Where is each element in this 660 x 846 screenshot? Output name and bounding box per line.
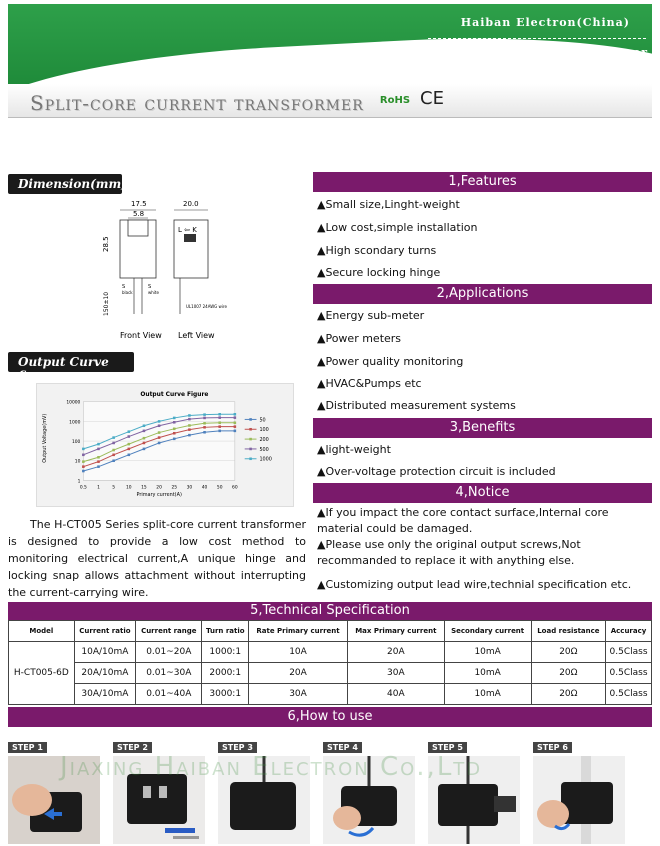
chart-y-tick: 1000 [69, 420, 81, 426]
spec-header-cell: Current range [136, 621, 202, 642]
chart-x-tick: 40 [201, 485, 208, 491]
chart-x-tick: 15 [141, 485, 147, 491]
chart-point [218, 416, 221, 419]
company-tagline: Professional Current transformer [409, 46, 648, 59]
chart-title: Output Curve Figure [140, 391, 209, 398]
chart-point [97, 456, 100, 459]
chart-point [218, 430, 221, 433]
rohs-logo: RoHS [379, 95, 411, 106]
table-row [9, 663, 652, 684]
chart-point [188, 424, 191, 427]
feature-item: ▲High scondary turns [317, 244, 437, 257]
chart-point [173, 417, 176, 420]
spec-header-cell: Turn ratio [202, 621, 249, 642]
chart-legend-label: 500 [259, 446, 269, 453]
chart-point [97, 443, 100, 446]
text-cell: 2000:1 [202, 663, 249, 684]
chart-point [143, 442, 146, 445]
step-3 [218, 735, 318, 835]
dim-black: black [122, 290, 133, 295]
product-title: Split-core current transformer [30, 91, 364, 115]
chart-x-tick: 50 [216, 485, 223, 491]
application-item: ▲Power quality monitoring [317, 355, 464, 368]
chart-legend-label: 1000 [259, 456, 272, 463]
notice-item: ▲If you impact the core contact surface,Internal core material could be damaged. [317, 506, 609, 535]
chart-point [112, 454, 115, 457]
left-view-label: Left View [178, 331, 215, 340]
text-cell: 10mA [444, 642, 531, 663]
text-cell: 1000:1 [202, 642, 249, 663]
spec-header-row [9, 621, 652, 642]
dim-h2: 150±10 [103, 291, 110, 316]
text-cell: 20Ω [531, 684, 605, 705]
notice-item: ▲Please use only the original output screws,Not recommanded to replace it with anything else. [317, 538, 581, 567]
chart-point [234, 430, 237, 433]
chart-point [128, 454, 131, 457]
company-name: Haiban Electron(China) [460, 16, 630, 29]
dim-w3: 20.0 [183, 200, 199, 208]
chart-point [158, 436, 161, 439]
feature-item: ▲Low cost,simple installation [317, 221, 478, 234]
chart-x-tick: 20 [156, 485, 162, 491]
dim-lk: L ⇦ K [178, 226, 197, 234]
feature-item: ▲Small size,Linght-weight [317, 198, 460, 211]
header-divider [428, 38, 646, 39]
chart-point [97, 465, 100, 468]
step-2 [113, 735, 213, 835]
chart-point [112, 442, 115, 445]
howto-heading: 6,How to use [8, 707, 652, 727]
dim-h1: 28.5 [102, 236, 110, 252]
chart-legend-label: 200 [259, 437, 269, 444]
chart-point [234, 421, 237, 424]
step-6 [533, 735, 633, 835]
chart-ylabel: Output Voltage(mV) [41, 413, 48, 463]
dim-w1: 17.5 [131, 200, 147, 208]
chart-point [128, 430, 131, 433]
chart-point [82, 448, 85, 451]
chart-legend-marker [249, 448, 252, 451]
application-item: ▲HVAC&Pumps etc [317, 377, 422, 390]
chart-y-tick: 10000 [66, 400, 81, 406]
text-cell: 10A [249, 642, 348, 663]
applications-heading: 2,Applications [313, 284, 652, 304]
benefit-item: ▲light-weight [317, 443, 391, 456]
spec-header-cell: Model [9, 621, 75, 642]
chart-point [158, 420, 161, 423]
table-row [9, 642, 652, 663]
chart-point [158, 442, 161, 445]
text-cell: 0.01~40A [136, 684, 202, 705]
step-3-photo [218, 756, 310, 844]
chart-point [143, 430, 146, 433]
chart-point [203, 417, 206, 420]
step-label: STEP 6 [533, 742, 572, 753]
table-row [9, 684, 652, 705]
chart-point [234, 416, 237, 419]
spec-header-cell: Accuracy [606, 621, 652, 642]
chart-point [203, 413, 206, 416]
text-cell: 0.01~30A [136, 663, 202, 684]
front-view-label: Front View [120, 331, 162, 340]
text-cell: 20A [249, 663, 348, 684]
chart-point [173, 432, 176, 435]
chart-y-tick: 100 [71, 440, 81, 446]
text-cell: 0.5Class [606, 684, 652, 705]
application-item: ▲Distributed measurement systems [317, 399, 516, 412]
step-2-photo [113, 756, 205, 844]
chart-legend-marker [249, 418, 252, 421]
chart-point [158, 431, 161, 434]
step-5 [428, 735, 528, 835]
chart-point [173, 421, 176, 424]
product-description: The H-CT005 Series split-core current transformer is designed to provide a low cost method to monitoring electrical current,A unique hinge and locking snap allows attachment without interrupting the current-carrying wire. [8, 518, 306, 599]
chart-y-tick: 10 [74, 459, 81, 465]
chart-point [112, 449, 115, 452]
dim-s2: S [148, 284, 152, 290]
step-4 [323, 735, 423, 835]
chart-point [112, 459, 115, 462]
step-label: STEP 2 [113, 742, 152, 753]
chart-point [188, 418, 191, 421]
chart-point [234, 413, 237, 416]
text-cell: 20Ω [531, 642, 605, 663]
chart-point [143, 424, 146, 427]
text-cell: 0.01~20A [136, 642, 202, 663]
step-1 [8, 735, 108, 835]
text-cell: 10mA [444, 684, 531, 705]
text-cell: 30A [249, 684, 348, 705]
output-curve-label: Output Curve figure [8, 352, 134, 372]
dim-wire: UL1007 24AWG wire [186, 304, 227, 309]
chart-point [218, 425, 221, 428]
notice-heading: 4,Notice [313, 483, 652, 503]
chart-point [82, 470, 85, 473]
step-6-photo [533, 756, 625, 844]
chart-point [97, 448, 100, 451]
chart-point [97, 460, 100, 463]
chart-y-tick: 1 [77, 479, 81, 485]
dim-white: white [148, 290, 159, 295]
spec-table [8, 620, 652, 705]
chart-point [188, 428, 191, 431]
chart-point [112, 436, 115, 439]
chart-legend-marker [249, 428, 252, 431]
text-cell: 20Ω [531, 663, 605, 684]
text-cell: 30A/10mA [74, 684, 135, 705]
chart-legend-marker [249, 438, 252, 441]
chart-point [218, 413, 221, 416]
benefits-heading: 3,Benefits [313, 418, 652, 438]
chart-legend-marker [249, 457, 252, 460]
watermark: Jiaxing Haiban Electron Co.,Ltd [60, 752, 483, 782]
chart-point [82, 465, 85, 468]
step-label: STEP 4 [323, 742, 362, 753]
chart-point [128, 448, 131, 451]
chart-point [203, 431, 206, 434]
text-cell: 0.5Class [606, 642, 652, 663]
chart-x-tick: 10 [125, 485, 132, 491]
output-curve-chart [36, 383, 294, 507]
dimension-drawing [98, 196, 288, 346]
text-cell: 20A [348, 642, 445, 663]
step-1-photo [8, 756, 100, 844]
benefit-item: ▲Over-voltage protection circuit is included [317, 465, 556, 478]
step-label: STEP 5 [428, 742, 467, 753]
chart-legend-label: 50 [259, 417, 266, 424]
text-cell: 30A [348, 663, 445, 684]
application-item: ▲Power meters [317, 332, 402, 345]
application-item: ▲Energy sub-meter [317, 309, 425, 322]
step-5-photo [428, 756, 520, 844]
spec-header-cell: Max Primary current [348, 621, 445, 642]
chart-x-tick: 60 [232, 485, 238, 491]
chart-x-tick: 0.5 [79, 485, 87, 491]
dim-w2: 5.8 [133, 210, 145, 218]
spec-header-cell: Rate Primary current [249, 621, 348, 642]
notice-item: ▲Customizing output lead wire,technial specification etc. [317, 578, 632, 591]
text-cell: 10mA [444, 663, 531, 684]
spec-header-cell: Secondary current [444, 621, 531, 642]
spec-heading: 5,Technical Specification [8, 602, 652, 620]
chart-x-tick: 1 [97, 485, 100, 491]
feature-item: ▲Secure locking hinge [317, 266, 441, 279]
chart-point [218, 421, 221, 424]
chart-point [82, 460, 85, 463]
chart-point [143, 437, 146, 440]
chart-xlabel: Primary current(A) [136, 492, 182, 499]
spec-model: H-CT005-6D [9, 642, 75, 705]
text-cell: 40A [348, 684, 445, 705]
text-cell: 10A/10mA [74, 642, 135, 663]
ce-mark: CE [420, 88, 444, 109]
text-cell: 20A/10mA [74, 663, 135, 684]
step-4-photo [323, 756, 415, 844]
chart-point [173, 428, 176, 431]
chart-x-tick: 30 [186, 485, 193, 491]
spec-header-cell: Current ratio [74, 621, 135, 642]
features-heading: 1,Features [313, 172, 652, 192]
chart-point [173, 438, 176, 441]
chart-point [188, 434, 191, 437]
chart-point [203, 426, 206, 429]
spec-header-cell: Load resistance [531, 621, 605, 642]
chart-point [143, 448, 146, 451]
step-label: STEP 3 [218, 742, 257, 753]
chart-legend-label: 100 [259, 427, 269, 434]
text-cell: 0.5Class [606, 663, 652, 684]
dim-s: S [122, 284, 126, 290]
chart-point [203, 422, 206, 425]
chart-point [158, 424, 161, 427]
text-cell: 3000:1 [202, 684, 249, 705]
chart-point [128, 443, 131, 446]
chart-x-tick: 5 [112, 485, 116, 491]
chart-point [234, 425, 237, 428]
chart-x-tick: 25 [171, 485, 178, 491]
dimension-label: Dimension(mm) [8, 174, 122, 194]
chart-point [188, 414, 191, 417]
step-label: STEP 1 [8, 742, 47, 753]
chart-point [128, 435, 131, 438]
chart-point [82, 454, 85, 457]
